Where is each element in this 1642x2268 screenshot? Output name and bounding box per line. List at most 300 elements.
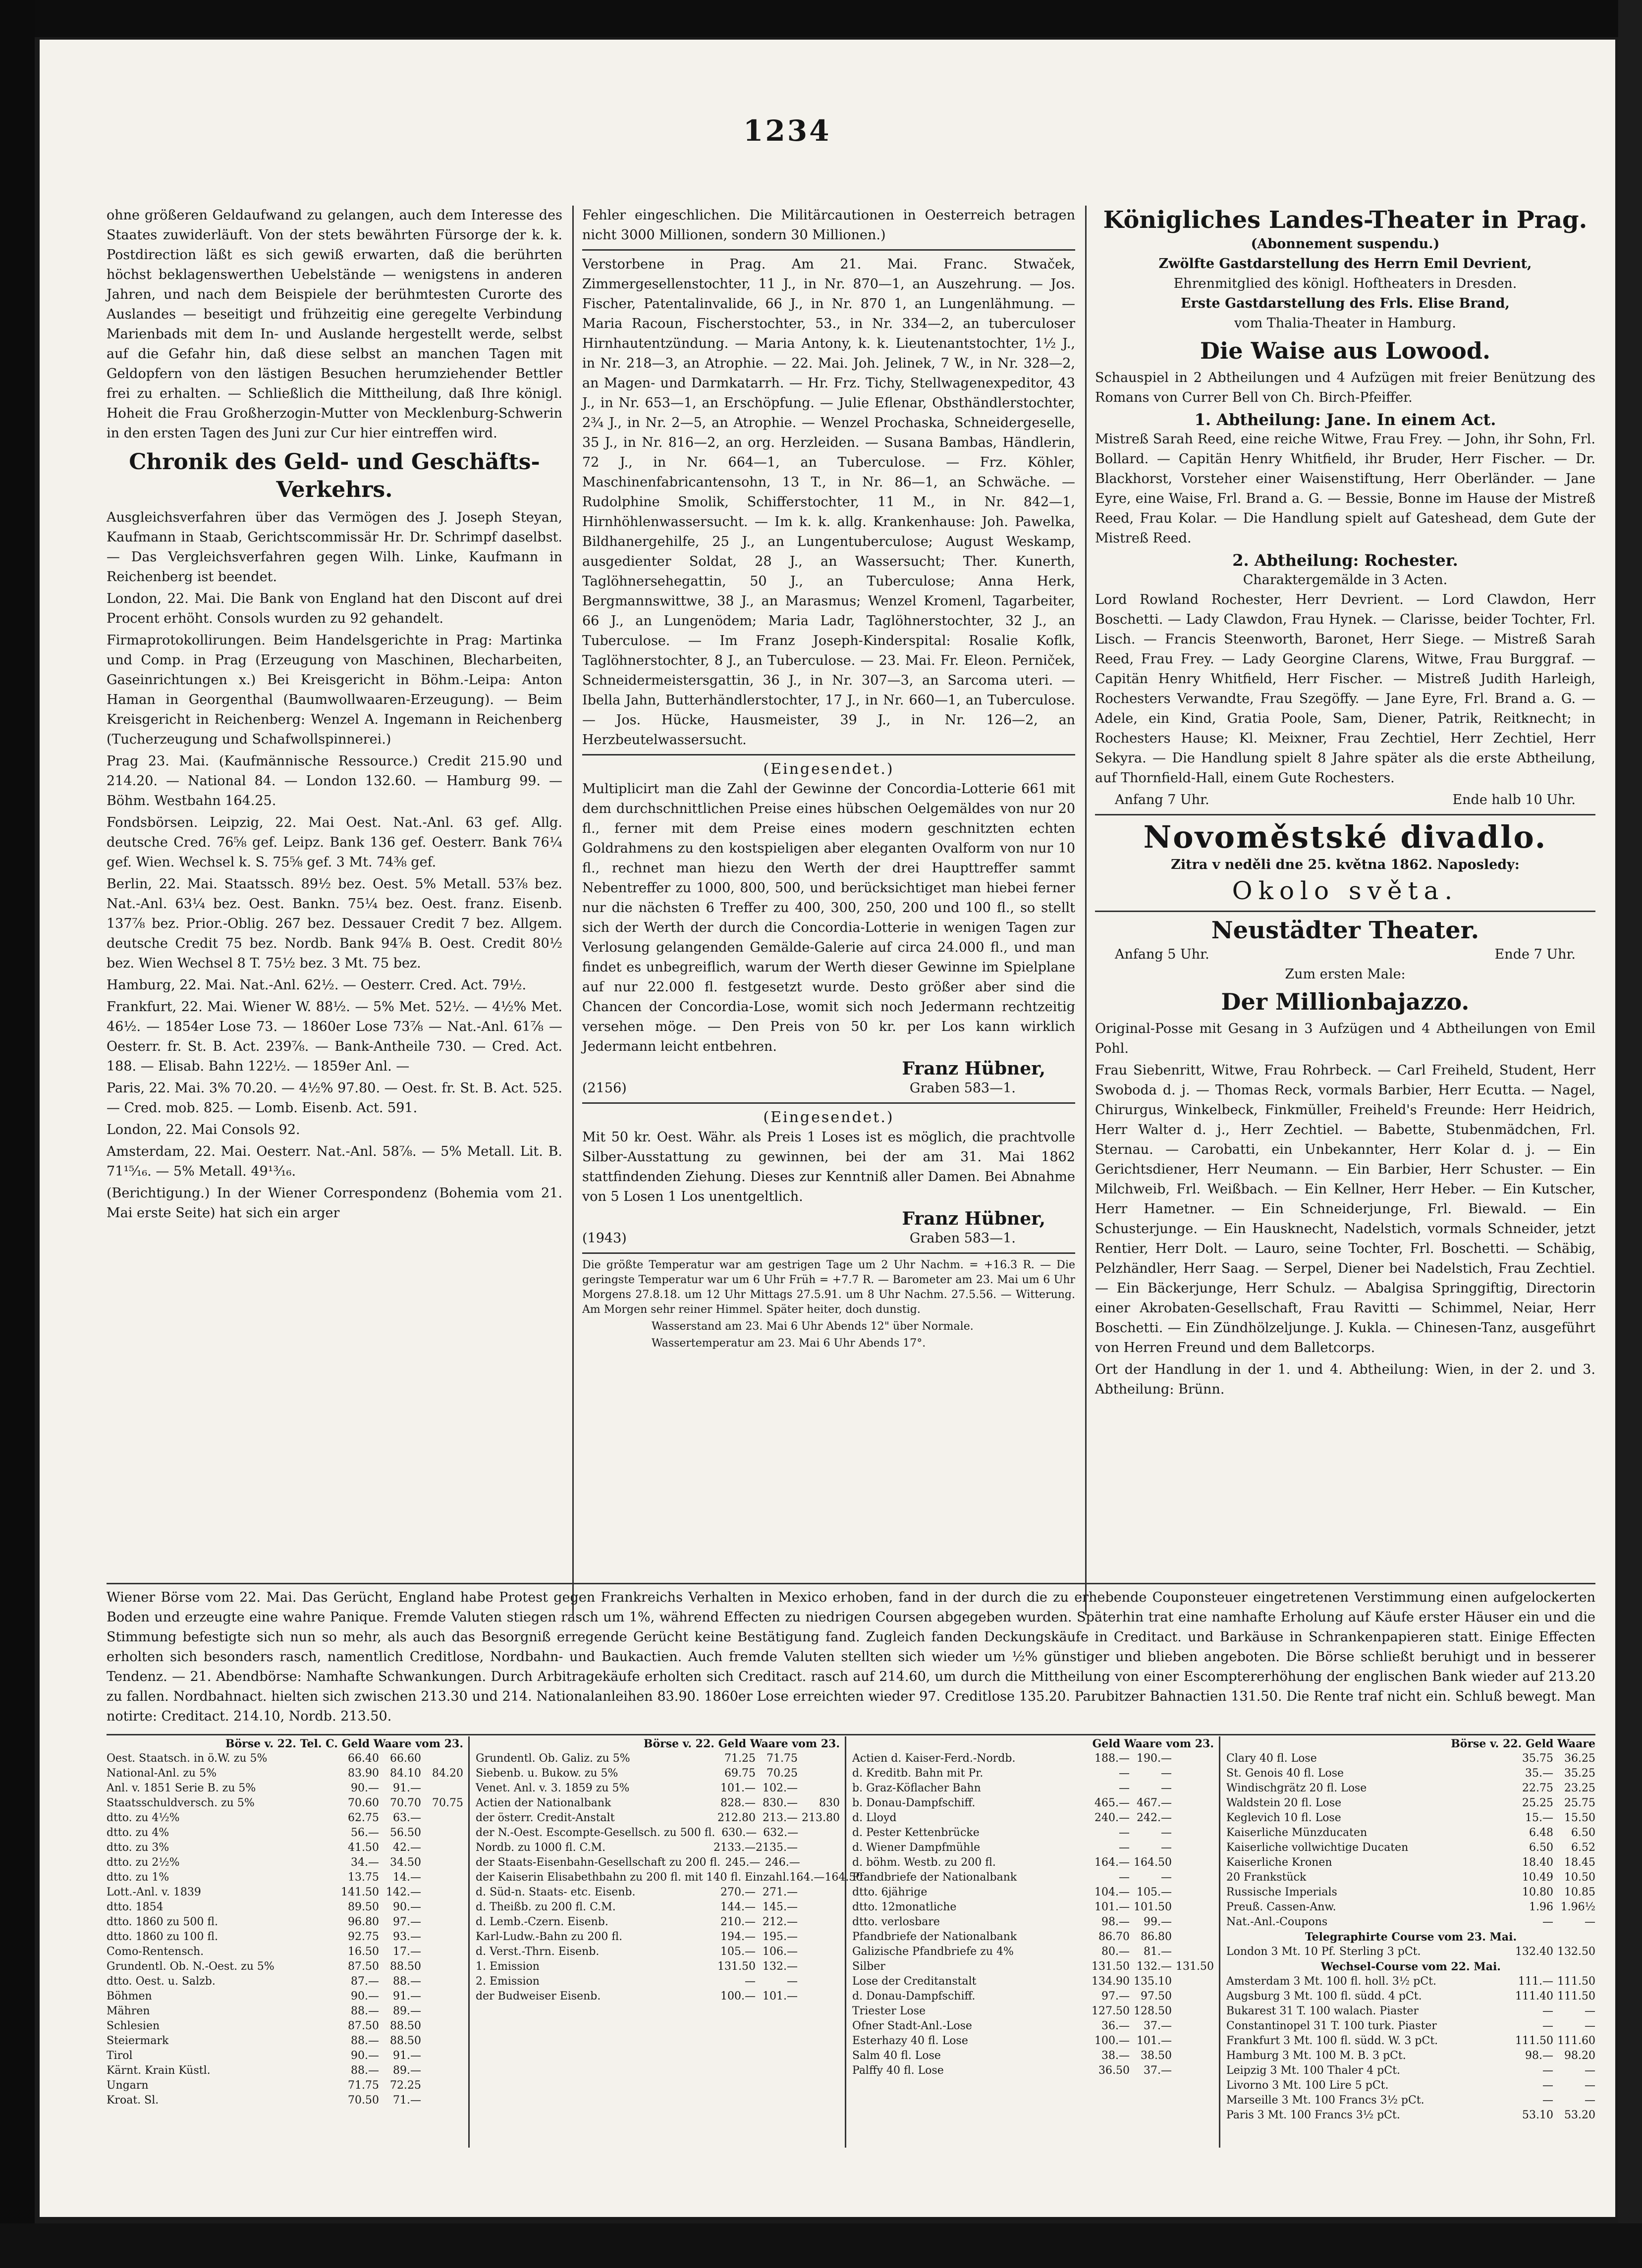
price-cell: 71.25 — [724, 1752, 756, 1765]
cast-list: Mistreß Sarah Reed, eine reiche Witwe, Frau Frey. — John, ihr Sohn, Frl. Bollard. — Capitän Henry Whitfield, ihr Bruder, Herr Fischer. — Dr. Blackhorst, Vorsteher einer Waisenstiftung, Herr Oberländer. — Jane Eyre, eine Waise, Frl. Brand a. G. — Bessie, Bonne im Hause der Mistreß Reed, Frau Kolar. — Die Handlung spielt auf Gateshead, dem Gute der Mistreß Reed. — [1095, 432, 1595, 546]
obituaries: Verstorbene in Prag. Am 21. Mai. Franc. Stwaček, Zimmergesellenstochter, 11 J., in Nr. 870—1, an Auszehrung. — Jos. Fischer, Patentalinvalide, 66 J., in Nr. 870 1, an Lungenlähmung. — Maria Racoun, Fischerstochter, 53., in Nr. 334—2, an tuberculoser Hirnhautentzündung. — Maria Antony, k. k. Lieutenantstochter, 1½ J., in Nr. 218—3, an Atrophie. — 22. Mai. Joh. Jelinek, 7 W., in Nr. 328—2, an Magen- und Darmkatarrh. — Hr. Frz. Tichy, Stellwagenexpeditor, 43 J., in Nr. 653—1, an Erschöpfung. — Julie Eflenar, Obsthändlerstochter, 2¾ J., in Nr. 2—5, an Atrophie. — Wenzel Prochaska, Schneidergeselle, 35 J., in Nr. 816—2, an org. Herzleiden. — Susana Bambas, Händlerin, 72 J., in Nr. 664—1, an Tuberculose. — Frz. Köhler, Maschinenfabricantensohn, 13 T., in Nr. 86—1, an Schwäche. — Rudolphine Smolik, Schifferstochter, 11 M., in Nr. 842—1, Hirnhöhlenwassersucht. — Im k. k. allg. Krankenhause: Joh. Pawelka, Bildhanergehilfe, 25 J., an Lungentuberculose; August Weskamp, ausgedienter Soldat, 28 J., an Wassersucht; Ther. Kunerth, Taglöhnersehegattin, 50 J., an Tuberculose; Anna Herk, Bergmannswittwe, 38 J., an Marasmus; Wenzel Kromenl, Tagarbeiter, 66 J., an Lungenödem; Maria Ladr, Taglöhnerstochter, 32 J., an Tuberculose. — Im Franz Joseph-Kinderspital: Rosalie Koflk, Taglöhnerstochter, 8 J., an Tuberculose. — 23. Mai. Fr. Eleon. Perniček, Schneidermeistersgattin, 36 J., in Nr. 307—3, an Sarcoma uteri. — Ibella Jahn, Butterhändlerstochter, 17 J., in Nr. 660—1, an Tuberculose. — Jos. Hücke, Hausmeister, 39 J., in Nr. 126—2, an Herzbeutelwassersucht. — [582, 257, 1075, 748]
price-cell: — — [1585, 1916, 1595, 1928]
security-name: Salm 40 fl. Lose — [852, 2050, 941, 2062]
abonnement-note: (Abonnement suspendu.) — [1251, 236, 1440, 252]
price-cell — [798, 1959, 840, 1974]
stock-table-4 — [1226, 1736, 1595, 2148]
price-cell: 100.— — [1095, 2035, 1130, 2047]
price-cell: 86.80 — [1141, 1931, 1172, 1943]
table-body — [1226, 1751, 1595, 2123]
price-cell: 34.— — [351, 1856, 379, 1869]
table-row — [107, 1811, 463, 1826]
price-cell: 56.50 — [390, 1827, 421, 1839]
table-row — [107, 2049, 463, 2063]
cast-list: Lord Rowland Rochester, Herr Devrient. — Lord Clawdon, Herr Boschetti. — Lady Clawdon, Frau Hynek. — Clarisse, beider Tochter, Frl. Lisch. — Francis Steenworth, Baronet, Herr Siege. — Mistreß Sarah Reed, Frau Frey. — Lady Georgine Clarens, Witwe, Frau Burggraf. — Capitän Henry Whitfield, Herr Fischer. — Mistreß Judith Harleigh, Rochesters Verwandte, Frau Szegöffy. — Jane Eyre, Frl. Brand a. G. — Adele, ein Kind, Gratia Poole, Sam, Diener, Patrik, Reitknecht; in Rochesters Hause; Kl. Meixner, Frau Zechtiel, Herr Zechtiel, Herr Sekyra. — Die Handlung spielt 8 Jahre später als die erste Abtheilung, auf Thornfield-Hall, einem Gute Rochesters. — [1095, 592, 1595, 786]
price-cell — [798, 1885, 840, 1900]
price-cell: 135.10 — [1134, 1975, 1172, 1988]
price-cell: 86.70 — [1098, 1931, 1130, 1943]
security-name: Constantinopel 31 T. 100 turk. Piaster — [1226, 2020, 1437, 2032]
table-row — [107, 2063, 463, 2078]
table-row — [476, 1781, 840, 1796]
price-cell: 36.25 — [1564, 1752, 1595, 1765]
price-cell: 92.75 — [348, 1931, 379, 1943]
table-row — [107, 1840, 463, 1855]
price-cell: 62.75 — [348, 1812, 379, 1824]
security-name: dtto. 1860 zu 100 fl. — [107, 1931, 218, 1943]
price-cell — [798, 1900, 840, 1915]
security-name: dtto. 1860 zu 500 fl. — [107, 1916, 218, 1928]
price-cell — [421, 1840, 463, 1855]
price-cell: 66.40 — [348, 1752, 379, 1765]
table-row — [476, 1915, 840, 1930]
price-cell: 212.— — [763, 1916, 798, 1928]
price-cell — [421, 2078, 463, 2093]
price-cell: 467.— — [1137, 1797, 1172, 1809]
column-rule-1 — [572, 206, 574, 1615]
czech-date-line: Zitra v neděli dne 25. května 1862. Naposledy: — [1171, 857, 1520, 872]
price-cell: 240.— — [1095, 1812, 1130, 1824]
price-cell — [1172, 1900, 1214, 1915]
table-header: Börse v. 22. Geld Waare vom 23. — [643, 1737, 840, 1750]
price-cell: 14.— — [393, 1871, 421, 1884]
ad-number: (2156) — [582, 1080, 627, 1096]
table-row — [852, 1796, 1214, 1811]
table-row — [476, 1811, 840, 1826]
security-name: 1. Emission — [476, 1960, 540, 1973]
security-name: b. Donau-Dampfschiff. — [852, 1797, 976, 1809]
price-cell: 84.20 — [432, 1767, 463, 1780]
table-row — [852, 1885, 1214, 1900]
security-name: Actien d. Kaiser-Ferd.-Nordb. — [852, 1752, 1016, 1765]
table-row — [1226, 1989, 1595, 2004]
security-name: Livorno 3 Mt. 100 Lire 5 pCt. — [1226, 2079, 1389, 2092]
play-title: Die Waise aus Lowood. — [1200, 337, 1491, 364]
price-cell: — — [1585, 2064, 1595, 2077]
security-name: Galizische Pfandbriefe zu 4% — [852, 1945, 1014, 1958]
price-cell: 111.60 — [1557, 2035, 1595, 2047]
table-body — [852, 1751, 1214, 2078]
security-name: d. Wiener Dampfmühle — [852, 1841, 981, 1854]
price-cell: 88.50 — [390, 1960, 421, 1973]
news-item: Frankfurt, 22. Mai. Wiener W. 88½. — 5% Met. 52½. — 4½% Met. 46½. — 1854er Lose 73. — 1860er Lose 73⅞ — Nat.-Anl. 61⅞ — Oesterr. fr. St. B. Act. 239⅞. — Bank-Antheile 730. — Cred. Act. 188. — Elisab. Bahn 122½. — 1859er Anl. — — [107, 999, 562, 1074]
price-cell: 35.— — [1525, 1767, 1553, 1780]
price-cell — [1172, 1915, 1214, 1930]
price-cell — [1172, 1796, 1214, 1811]
security-name: Kaiserliche Kronen — [1226, 1856, 1332, 1869]
security-name: Amsterdam 3 Mt. 100 fl. holl. 3½ pCt. — [1226, 1975, 1436, 1988]
table-row — [852, 1944, 1214, 1959]
price-cell — [1172, 2049, 1214, 2063]
table-row — [1226, 1870, 1595, 1885]
security-name: St. Genois 40 fl. Lose — [1226, 1767, 1344, 1780]
table-row — [476, 1974, 840, 1989]
table-subheading: Wechsel-Course vom 22. Mai. — [1321, 1960, 1501, 1973]
table-row — [852, 1826, 1214, 1840]
table-row — [476, 1870, 863, 1885]
price-cell: — — [1585, 2020, 1595, 2032]
price-cell: 210.— — [720, 1916, 756, 1928]
price-cell — [1172, 1870, 1214, 1885]
table-row — [1226, 1840, 1595, 1855]
security-name: National-Anl. zu 5% — [107, 1767, 217, 1780]
security-name: dtto. 6jährige — [852, 1886, 928, 1898]
table-row — [107, 2078, 463, 2093]
security-name: der N.-Oest. Escompte-Gesellsch. zu 500 fl. — [476, 1827, 715, 1839]
price-cell: — — [1161, 1782, 1172, 1794]
security-name: Tirol — [107, 2050, 133, 2062]
table-row — [852, 1915, 1214, 1930]
price-cell: 70.25 — [766, 1767, 798, 1780]
table-header: Geld Waare vom 23. — [1092, 1737, 1214, 1750]
price-cell: 36.— — [1101, 2020, 1130, 2032]
security-name: Como-Rentensch. — [107, 1945, 204, 1958]
price-cell: 15.50 — [1564, 1812, 1595, 1824]
price-cell — [421, 1959, 463, 1974]
security-name: der österr. Credit-Anstalt — [476, 1812, 615, 1824]
security-name: Silber — [852, 1960, 885, 1973]
table-row — [1226, 1915, 1595, 1930]
security-name: Kaiserliche vollwichtige Ducaten — [1226, 1841, 1409, 1854]
price-cell: 6.50 — [1529, 1841, 1553, 1854]
price-cell — [1172, 1989, 1214, 2004]
security-name: Oest. Staatsch. in ö.W. zu 5% — [107, 1752, 268, 1765]
table-row — [1226, 1944, 1595, 1959]
section-heading: Chronik des Geld- und Geschäfts-Verkehrs. — [129, 449, 540, 502]
price-cell: 2135.— — [756, 1841, 798, 1854]
security-name: d. Verst.-Thrn. Eisenb. — [476, 1945, 600, 1958]
price-cell: 101.— — [720, 1782, 756, 1794]
table-row — [107, 1826, 463, 1840]
price-cell: 96.80 — [348, 1916, 379, 1928]
price-cell: — — [1161, 1827, 1172, 1839]
security-name: Böhmen — [107, 1990, 152, 2002]
price-cell: — — [1585, 2094, 1595, 2106]
security-name: Nat.-Anl.-Coupons — [1226, 1916, 1328, 1928]
table-row — [107, 1989, 463, 2004]
security-name: Ungarn — [107, 2079, 149, 2092]
price-cell: 132.50 — [1557, 1945, 1595, 1958]
price-cell: 104.— — [1095, 1886, 1130, 1898]
price-cell — [421, 1751, 463, 1766]
table-row — [107, 1915, 463, 1930]
price-cell: 270.— — [720, 1886, 756, 1898]
price-cell: 81.— — [1144, 1945, 1172, 1958]
price-cell — [1172, 1781, 1214, 1796]
price-cell: 134.90 — [1092, 1975, 1130, 1988]
security-name: d. Kreditb. Bahn mit Pr. — [852, 1767, 984, 1780]
table-row — [476, 1989, 840, 2004]
price-cell — [1172, 1944, 1214, 1959]
price-cell: 111.— — [1518, 1975, 1553, 1988]
news-item: London, 22. Mai Consols 92. — [107, 1122, 300, 1137]
price-cell: 111.40 — [1515, 1990, 1553, 2002]
price-cell: 99.— — [1144, 1916, 1172, 1928]
table-row — [476, 1944, 840, 1959]
news-item: Berlin, 22. Mai. Staatssch. 89½ bez. Oest. 5% Metall. 53⅞ bez. Nat.-Anl. 63¼ bez. Oest. Bankn. 75¼ bez. Oest. franz. Eisenb. 137⅞ bez. Prior.-Oblig. 267 bez. Dessauer Credit 7 bez. Allgem. deutsche Credit 75 bez. Nordb. Bank 94⅞ B. Oest. Credit 80½ bez. Wien Wechsel 8 T. 75½ bez. 3 Mt. 75 bez. — [107, 876, 562, 971]
table-row — [476, 1751, 840, 1766]
price-cell — [421, 1944, 463, 1959]
price-cell: — — [1542, 1916, 1553, 1928]
price-cell: 145.— — [763, 1901, 798, 1913]
price-cell: 164.— — [1095, 1856, 1130, 1869]
table-row — [852, 2063, 1214, 2078]
price-cell — [421, 1974, 463, 1989]
security-name: d. Pester Kettenbrücke — [852, 1827, 980, 1839]
price-cell: 213.80 — [802, 1812, 840, 1824]
price-cell: 190.— — [1137, 1752, 1172, 1765]
security-name: Kaiserliche Münzducaten — [1226, 1827, 1368, 1839]
security-name: dtto. zu 4% — [107, 1827, 169, 1839]
table-row — [107, 1855, 463, 1870]
security-name: Bukarest 31 T. 100 walach. Piaster — [1226, 2005, 1419, 2017]
news-item: Fondsbörsen. Leipzig, 22. Mai Oest. Nat.-Anl. 63 gef. Allg. deutsche Cred. 76⅝ gef. Leipz. Bank 136 gef. Oesterr. Bank 76¼ gef. Wien. Wechsel k. S. 75⅝ gef. 3 Mt. 74⅜ gef. — [107, 815, 562, 870]
price-cell: 101.— — [763, 1990, 798, 2002]
table-row — [1226, 1974, 1595, 1989]
column-2 — [582, 206, 1075, 1353]
page-number: 1234 — [743, 114, 831, 148]
price-cell: 102.— — [763, 1782, 798, 1794]
table-row — [852, 1781, 1214, 1796]
table-header: Börse v. 22. Tel. C. Geld Waare vom 23. — [225, 1737, 463, 1750]
table-rule — [845, 1736, 846, 2148]
security-name: Frankfurt 3 Mt. 100 fl. südd. W. 3 pCt. — [1226, 2035, 1438, 2047]
table-row — [107, 1766, 463, 1781]
price-cell: 63.— — [393, 1812, 421, 1824]
price-cell — [421, 1826, 463, 1840]
price-cell — [798, 1781, 840, 1796]
price-cell — [1172, 2063, 1214, 2078]
price-cell — [421, 2034, 463, 2049]
price-cell: 70.60 — [348, 1797, 379, 1809]
security-name: dtto. Oest. u. Salzb. — [107, 1975, 216, 1988]
price-cell — [798, 1989, 840, 2004]
price-cell — [421, 1870, 463, 1885]
price-cell: 6.48 — [1529, 1827, 1553, 1839]
column-3 — [1095, 206, 1595, 1402]
price-cell: 66.60 — [390, 1752, 421, 1765]
price-cell: 245.— — [725, 1856, 761, 1869]
security-name: d. böhm. Westb. zu 200 fl. — [852, 1856, 996, 1869]
price-cell — [800, 1855, 840, 1870]
first-performance-note: Zum ersten Male: — [1285, 967, 1406, 982]
price-cell: 830.— — [763, 1797, 798, 1809]
price-cell: 89.— — [393, 2005, 421, 2017]
security-name: Pfandbriefe der Nationalbank — [852, 1871, 1017, 1884]
price-cell: 97.— — [393, 1916, 421, 1928]
price-cell: 88.— — [351, 2035, 379, 2047]
play-description: Schauspiel in 2 Abtheilungen und 4 Aufzügen mit freier Benützung des Romans von Currer Bell von Ch. Birch-Pfeiffer. — [1095, 370, 1595, 405]
price-cell — [1172, 2004, 1214, 2019]
weather-report: Die größte Temperatur war am gestrigen Tage um 2 Uhr Nachm. = +16.3 R. — Die geringste Temperatur war um 6 Uhr Früh = +7.7 R. — Barometer am 23. Mai um 6 Uhr Morgens 27.8.18. um 12 Uhr Mittags 27.5.91. um 8 Uhr Nachm. 27.5.56. — Witterung. Am Morgen sehr reiner Himmel. Später heiter, doch dunstig. — [582, 1259, 1075, 1316]
table-row — [107, 1870, 463, 1885]
security-name: der Budweiser Eisenb. — [476, 1990, 601, 2002]
scene-note: Ort der Handlung in der 1. und 4. Abtheilung: Wien, in der 2. und 3. Abtheilung: Brünn. — [1095, 1362, 1595, 1397]
price-cell: 10.85 — [1564, 1886, 1595, 1898]
signature: Franz Hübner, — [902, 1058, 1045, 1079]
price-cell: 87.— — [351, 1975, 379, 1988]
news-item: (Berichtigung.) In der Wiener Correspondenz (Bohemia vom 21. Mai erste Seite) hat sich ein arger — [107, 1186, 562, 1221]
price-cell: 91.— — [393, 1990, 421, 2002]
price-cell — [421, 1781, 463, 1796]
price-cell: 18.40 — [1522, 1856, 1553, 1869]
price-cell: 91.— — [393, 2050, 421, 2062]
scan-edge-left — [0, 0, 35, 2268]
article-text: Fehler eingeschlichen. Die Militärcautionen in Oesterreich betragen nicht 3000 Millionen, sondern 30 Millionen.) — [582, 208, 1075, 243]
security-name: Esterhazy 40 fl. Lose — [852, 2035, 968, 2047]
table-row — [852, 1930, 1214, 1944]
table-row — [107, 2093, 463, 2108]
table-row — [476, 1826, 840, 1840]
table-row — [1226, 1751, 1595, 1766]
theatre-heading-czech: Novoměstské divadlo. — [1143, 819, 1547, 855]
table-row — [1226, 1781, 1595, 1796]
scan-edge-right — [1618, 0, 1642, 2268]
guest-performance: Zwölfte Gastdarstellung des Herrn Emil Devrient, — [1158, 256, 1532, 271]
price-cell: 56.— — [351, 1827, 379, 1839]
price-cell: — — [1542, 2005, 1553, 2017]
table-rule — [468, 1736, 470, 2148]
price-cell: 41.50 — [348, 1841, 379, 1854]
price-cell: 38.— — [1101, 2050, 1130, 2062]
price-cell — [421, 1811, 463, 1826]
table-row — [852, 2019, 1214, 2034]
price-cell: — — [1161, 1841, 1172, 1854]
price-cell: 53.10 — [1522, 2109, 1553, 2121]
price-cell: 132.— — [763, 1960, 798, 1973]
price-cell: — — [1119, 1767, 1130, 1780]
security-name: dtto. zu 2½% — [107, 1856, 180, 1869]
guest-note: vom Thalia-Theater in Hamburg. — [1234, 316, 1456, 331]
table-row — [852, 1959, 1214, 1974]
price-cell: 22.75 — [1522, 1782, 1553, 1794]
table-row — [1226, 2108, 1595, 2123]
price-cell — [1172, 1766, 1214, 1781]
table-row — [476, 1766, 840, 1781]
price-cell: — — [1542, 2094, 1553, 2106]
price-cell — [1172, 1855, 1214, 1870]
security-name: Marseille 3 Mt. 100 Francs 3½ pCt. — [1226, 2094, 1424, 2106]
price-cell: 111.50 — [1515, 2035, 1553, 2047]
price-cell: 164.— — [789, 1871, 825, 1884]
price-cell: 212.80 — [717, 1812, 756, 1824]
price-cell: 105.— — [720, 1945, 756, 1958]
price-cell: — — [1585, 2005, 1595, 2017]
security-name: Lott.-Anl. v. 1839 — [107, 1886, 201, 1898]
news-item: London, 22. Mai. Die Bank von England hat den Discont auf drei Procent erhöht. Consols wurden zu 92 gehandelt. — [107, 591, 562, 626]
price-cell: 97.50 — [1141, 1990, 1172, 2002]
table-row — [476, 1900, 840, 1915]
price-cell — [798, 1930, 840, 1944]
price-cell: — — [1161, 1767, 1172, 1780]
price-cell — [421, 1855, 463, 1870]
price-cell: 13.75 — [348, 1871, 379, 1884]
play-title: Der Millionbajazzo. — [1221, 988, 1470, 1015]
price-cell: 105.— — [1137, 1886, 1172, 1898]
czech-play-title: Okolo světa. — [1232, 876, 1459, 905]
price-cell: 98.— — [1525, 2050, 1553, 2062]
water-temperature: Wassertemperatur am 23. Mai 6 Uhr Abends 17°. — [652, 1337, 926, 1350]
price-cell: 111.50 — [1557, 1975, 1595, 1988]
security-name: Siebenb. u. Bukow. zu 5% — [476, 1767, 618, 1780]
price-cell: 111.50 — [1557, 1990, 1595, 2002]
table-row — [1226, 1796, 1595, 1811]
news-item: Firmaprotokollirungen. Beim Handelsgerichte in Prag: Martinka und Comp. in Prag (Erzeugung von Maschinen, Blecharbeiten, Gaseinrichtungen x.) Bei Kreisgericht in Böhm.-Leipa: Anton Haman in Georgenthal (Baumwollwaaren-Erzeugung). — Beim Kreisgericht in Reichenberg: Wenzel A. Ingemann in Reichenberg (Tucherzeugung und Schafwollspinnerei.) — [107, 633, 562, 747]
guest-performance: Erste Gastdarstellung des Frls. Elise Brand, — [1181, 296, 1510, 311]
price-cell: 42.— — [393, 1841, 421, 1854]
table-row — [1226, 1855, 1595, 1870]
price-cell — [798, 1826, 840, 1840]
guest-note: Ehrenmitglied des königl. Hoftheaters in Dresden. — [1173, 276, 1517, 291]
table-rule — [1219, 1736, 1220, 2148]
price-cell: 89.50 — [348, 1901, 379, 1913]
price-cell: 10.80 — [1522, 1886, 1553, 1898]
price-cell: 828.— — [720, 1797, 756, 1809]
price-cell: 35.25 — [1564, 1767, 1595, 1780]
table-row — [1226, 1826, 1595, 1840]
table-row — [107, 1974, 463, 1989]
price-cell: 131.50 — [1092, 1960, 1130, 1973]
advertisement-text: Multiplicirt man die Zahl der Gewinne der Concordia-Lotterie 661 mit dem durchschnittlichen Preise eines hübschen Oelgemäldes von nur 20 fl., ferner mit dem Preise eines modern geschnitzten echten Goldrahmens zu den kostspieligen aber eleganten Ovalform von nur 10 fl., rechnet man hiezu den Werth der drei Haupttreffer sammt Nebentreffer zu 1000, 800, 500, und berücksichtiget man hiebei ferner nur die nächsten 6 Treffer zu 400, 300, 250, 200 und 100 fl., so stellt sich der Werth der durch die Concordia-Lotterie in wenigen Tagen zur Verlosung gelangenden Gemälde-Galerie auf circa 24.000 fl., und man findet es unbegreiflich, warum der Werth dieser Gewinne im Spielplane auf nur 22.000 fl. festgesetzt wurde. Desto größer aber sind die Chancen der Concordia-Lose, womit sich noch Jedermann rechtzeitig versehen möge. — Den Preis von 50 kr. per Los kann wirklich Jedermann leicht entbehren. — [582, 781, 1075, 1054]
price-cell: 127.50 — [1092, 2005, 1130, 2017]
security-name: Ofner Stadt-Anl.-Lose — [852, 2020, 972, 2032]
price-cell: 132.40 — [1515, 1945, 1553, 1958]
price-cell: 23.25 — [1564, 1782, 1595, 1794]
boerse-text: Wiener Börse vom 22. Mai. Das Gerücht, England habe Protest gegen Frankreichs Verhalten in Mexico erhoben, fand in der durch die zu erhebende Couponsteuer eingetretenen Verstimmung einen aufgelockerten Boden und erzeugte eine wahre Panique. Fremde Valuten stiegen rasch um 1%, während Effecten zu niedrigen Coursen abgegeben wurden. Späterhin trat eine namhafte Erholung auf Käufe erster Häuser ein und die Stimmung befestigte sich nun so mehr, als auch das Besorgniß erregende Gerücht keine Bestätigung fand. Zugleich fanden Deckungskäufe in Creditact. und Barkäuse in Schrankenpapieren statt. Einige Effecten erholten sich besonders rasch, namentlich Creditlose, Nordbahn- und Baukactien. Auch fremde Valuten stellten sich wieder um ½% günstiger und blieben angeboten. Die Börse schließt beruhigt und in besserer Tendenz. — 21. Abendbörse: Namhafte Schwankungen. Durch Arbitragekäufe erholten sich Creditact. rasch auf 214.60, um durch die Mittheilung von einer Escomptererhöhung der englischen Bank wieder auf 213.20 zu fallen. Nordbahnact. hielten sich zwischen 213.30 und 214. Nationalanleihen 83.90. 1860er Lose erreichten wieder 97. Creditlose 135.20. Parubitzer Bahnactien 131.50. Die Rente traf nicht ein. Schluß bewegt. Man notirte: Creditact. 214.10, Nordb. 213.50. — [107, 1590, 1595, 1724]
column-1 — [107, 206, 562, 1225]
price-cell — [798, 1944, 840, 1959]
price-cell: 271.— — [763, 1886, 798, 1898]
price-cell — [1172, 2034, 1214, 2049]
scan-edge-top — [0, 0, 1642, 37]
price-cell — [1172, 1885, 1214, 1900]
table-row — [476, 1885, 840, 1900]
advertisement-text: Mit 50 kr. Oest. Währ. als Preis 1 Loses ist es möglich, die prachtvolle Silber-Ausstattung zu gewinnen, bei der am 31. Mai 1862 stattfindenden Ziehung. Dieses zur Kenntniß aller Damen. Bei Abnahme von 5 Losen 1 Los unentgeltlich. — [582, 1130, 1075, 1204]
price-cell: 100.— — [720, 1990, 756, 2002]
price-cell: — — [745, 1975, 756, 1988]
security-name: 2. Emission — [476, 1975, 540, 1988]
security-name: Kärnt. Krain Küstl. — [107, 2064, 211, 2077]
water-level: Wasserstand am 23. Mai 6 Uhr Abends 12" über Normale. — [652, 1320, 974, 1333]
price-cell: 465.— — [1095, 1797, 1130, 1809]
boerse-report — [107, 1588, 1595, 1727]
table-header: Börse v. 22. Geld Waare — [1451, 1737, 1595, 1750]
table-row — [1226, 2034, 1595, 2049]
price-cell: 101.— — [1095, 1901, 1130, 1913]
price-cell: 53.20 — [1564, 2109, 1595, 2121]
price-cell: 88.— — [351, 2005, 379, 2017]
security-name: Nordb. zu 1000 fl. C.M. — [476, 1841, 606, 1854]
price-cell: 71.75 — [348, 2079, 379, 2092]
price-cell: 10.49 — [1522, 1871, 1553, 1884]
table-row — [852, 1840, 1214, 1855]
price-cell: 97.— — [1101, 1990, 1130, 2002]
act-heading: 1. Abtheilung: Jane. In einem Act. — [1194, 410, 1496, 429]
security-name: dtto. 12monatliche — [852, 1901, 957, 1913]
price-cell: 70.75 — [432, 1797, 463, 1809]
price-cell: 83.90 — [348, 1767, 379, 1780]
price-cell — [421, 2093, 463, 2108]
price-cell: 87.50 — [348, 2020, 379, 2032]
price-cell — [1172, 1751, 1214, 1766]
price-cell: 93.— — [393, 1931, 421, 1943]
security-name: Mähren — [107, 2005, 150, 2017]
price-cell: 34.50 — [390, 1856, 421, 1869]
security-name: dtto. zu 3% — [107, 1841, 169, 1854]
table-row — [852, 1900, 1214, 1915]
act-subtitle: Charaktergemälde in 3 Acten. — [1243, 572, 1448, 588]
security-name: d. Lemb.-Czern. Eisenb. — [476, 1916, 608, 1928]
price-cell — [421, 1900, 463, 1915]
